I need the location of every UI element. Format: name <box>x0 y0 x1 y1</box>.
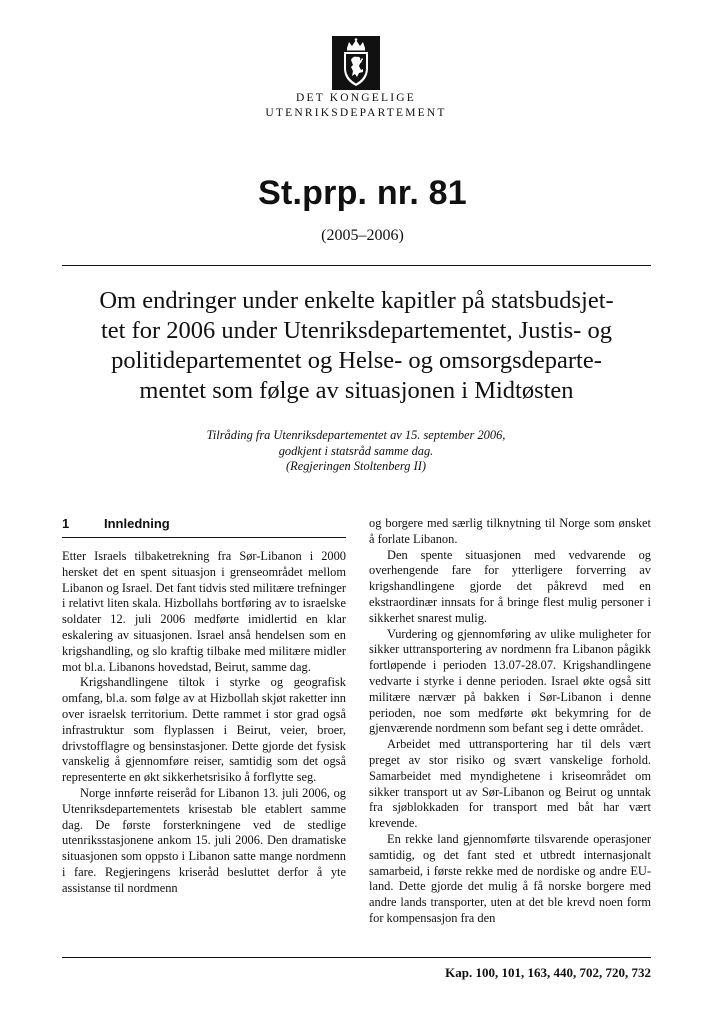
footer-divider <box>62 957 651 958</box>
endorsement-line: godkjent i statsråd samme dag. <box>278 443 434 458</box>
title-line: mentet som følge av situasjonen i Midtøsten <box>139 377 574 404</box>
paragraph: Etter Israels tilbaketrekning fra Sør-Libanon i 2000 hersket det en spent situasjon i grenseområdet mellom Libanon og Israel. Det fant tidvis sted militære trefninger i relativt liten skala. Hizbollahs bortføring av to israelske soldater 12. juli 2006 medførte imidlertid en klar eskalering av situasjonen. Israel anså hendelsen som en krigshandling, og slo kraftig tilbake med militære midler mot bl.a. Libanons hovedstad, Beirut, samme dag. <box>62 549 346 674</box>
document-number: St.prp. nr. 81 <box>258 174 467 212</box>
budget-chapters: Kap. 100, 101, 163, 440, 702, 720, 732 <box>445 965 651 980</box>
paragraph: Vurdering og gjennomføring av ulike muligheter for sikker uttransportering av nordmenn fra Libanon pågikk fortløpende i perioden 13.07-28.07. Krigshandlingene vedvarte i styrke i denne perioden. Israel økte også sitt militære nærvær på bakken i Sør-Libanon i denne perioden, noe som medførte økt bekymring for de gjenværende nordmenn som befant seg i dette området. <box>369 626 651 736</box>
paragraph: Krigshandlingene tiltok i styrke og geografisk omfang, bl.a. som følge av at Hizbollah skjøt raketter inn over israelsk territorium. Dette rammet i stor grad også infrastruktur som flyplassen i Beirut, veier, broer, drivstofflagre og bensinstasjoner. Dette gjorde det fysisk vanskelig å gjennomføre reiser, samtidig som det også representerte en økt sikkerhetsrisiko å forflytte seg. <box>62 675 346 785</box>
paragraph: En rekke land gjennomførte tilsvarende operasjoner samtidig, og det fant sted et utbredt internasjonalt samarbeid, i første rekke med de nordiske og andre EU-land. Dette gjorde det mulig å få norske borgere med andre lands transporter, uten at det ble krevd noen form for kompensasjon fra den <box>369 831 651 925</box>
ministry-name-line1: DET KONGELIGE <box>295 92 417 104</box>
coat-of-arms-logo <box>332 36 380 90</box>
title-divider <box>62 265 651 266</box>
paragraph: Norge innførte reiseråd for Libanon 13. juli 2006, og Utenriksdepartementets krisestab ble etablert samme dag. De første forsterkningene ved de stedlige utenriksstasjonene ankom 15. juli 2006. Den dramatiske situasjonen som oppsto i Libanon satte mange nordmenn i fare. Regjeringens kriseråd besluttet derfor å yte assistanse til nordmenn <box>62 785 346 895</box>
left-column <box>62 549 346 897</box>
endorsement-line: (Regjeringen Stoltenberg II) <box>286 459 426 473</box>
title-line: Om endringer under enkelte kapitler på statsbudsjet- <box>99 287 614 314</box>
paragraph: Arbeidet med uttransportering har til dels vært preget av stor risiko og svært vanskelige forhold. Samarbeidet med myndighetene i kriseområdet om sikker transport ut av Sør-Libanon og Beirut og unntak fra sjøblokkaden for transport med båt har vært krevende. <box>369 737 651 831</box>
title-line: politidepartementet og Helse- og omsorgsdeparte- <box>111 347 602 374</box>
document-title <box>58 286 655 406</box>
right-column <box>369 516 651 927</box>
section-heading <box>62 515 346 538</box>
endorsement-line: Tilråding fra Utenriksdepartementet av 15. september 2006, <box>206 428 506 442</box>
ministry-name-line2: UTENRIKSDEPARTEMENT <box>265 107 447 119</box>
paragraph: og borgere med særlig tilknytning til Norge som ønsket å forlate Libanon. <box>369 516 651 546</box>
section-number: 1 <box>62 516 70 531</box>
session-year: (2005–2006) <box>321 227 404 244</box>
section-title: Innledning <box>104 516 170 531</box>
paragraph: Den spente situasjonen med vedvarende og overhengende fare for ytterligere forverring av krigshandlingene gjorde det påkrevd med en ekstraordinær innsats for å bringe flest mulig personer i sikkerhet snarest mulig. <box>369 547 651 625</box>
title-line: tet for 2006 under Utenriksdepartementet, Justis- og <box>101 317 612 344</box>
endorsement <box>150 428 562 475</box>
